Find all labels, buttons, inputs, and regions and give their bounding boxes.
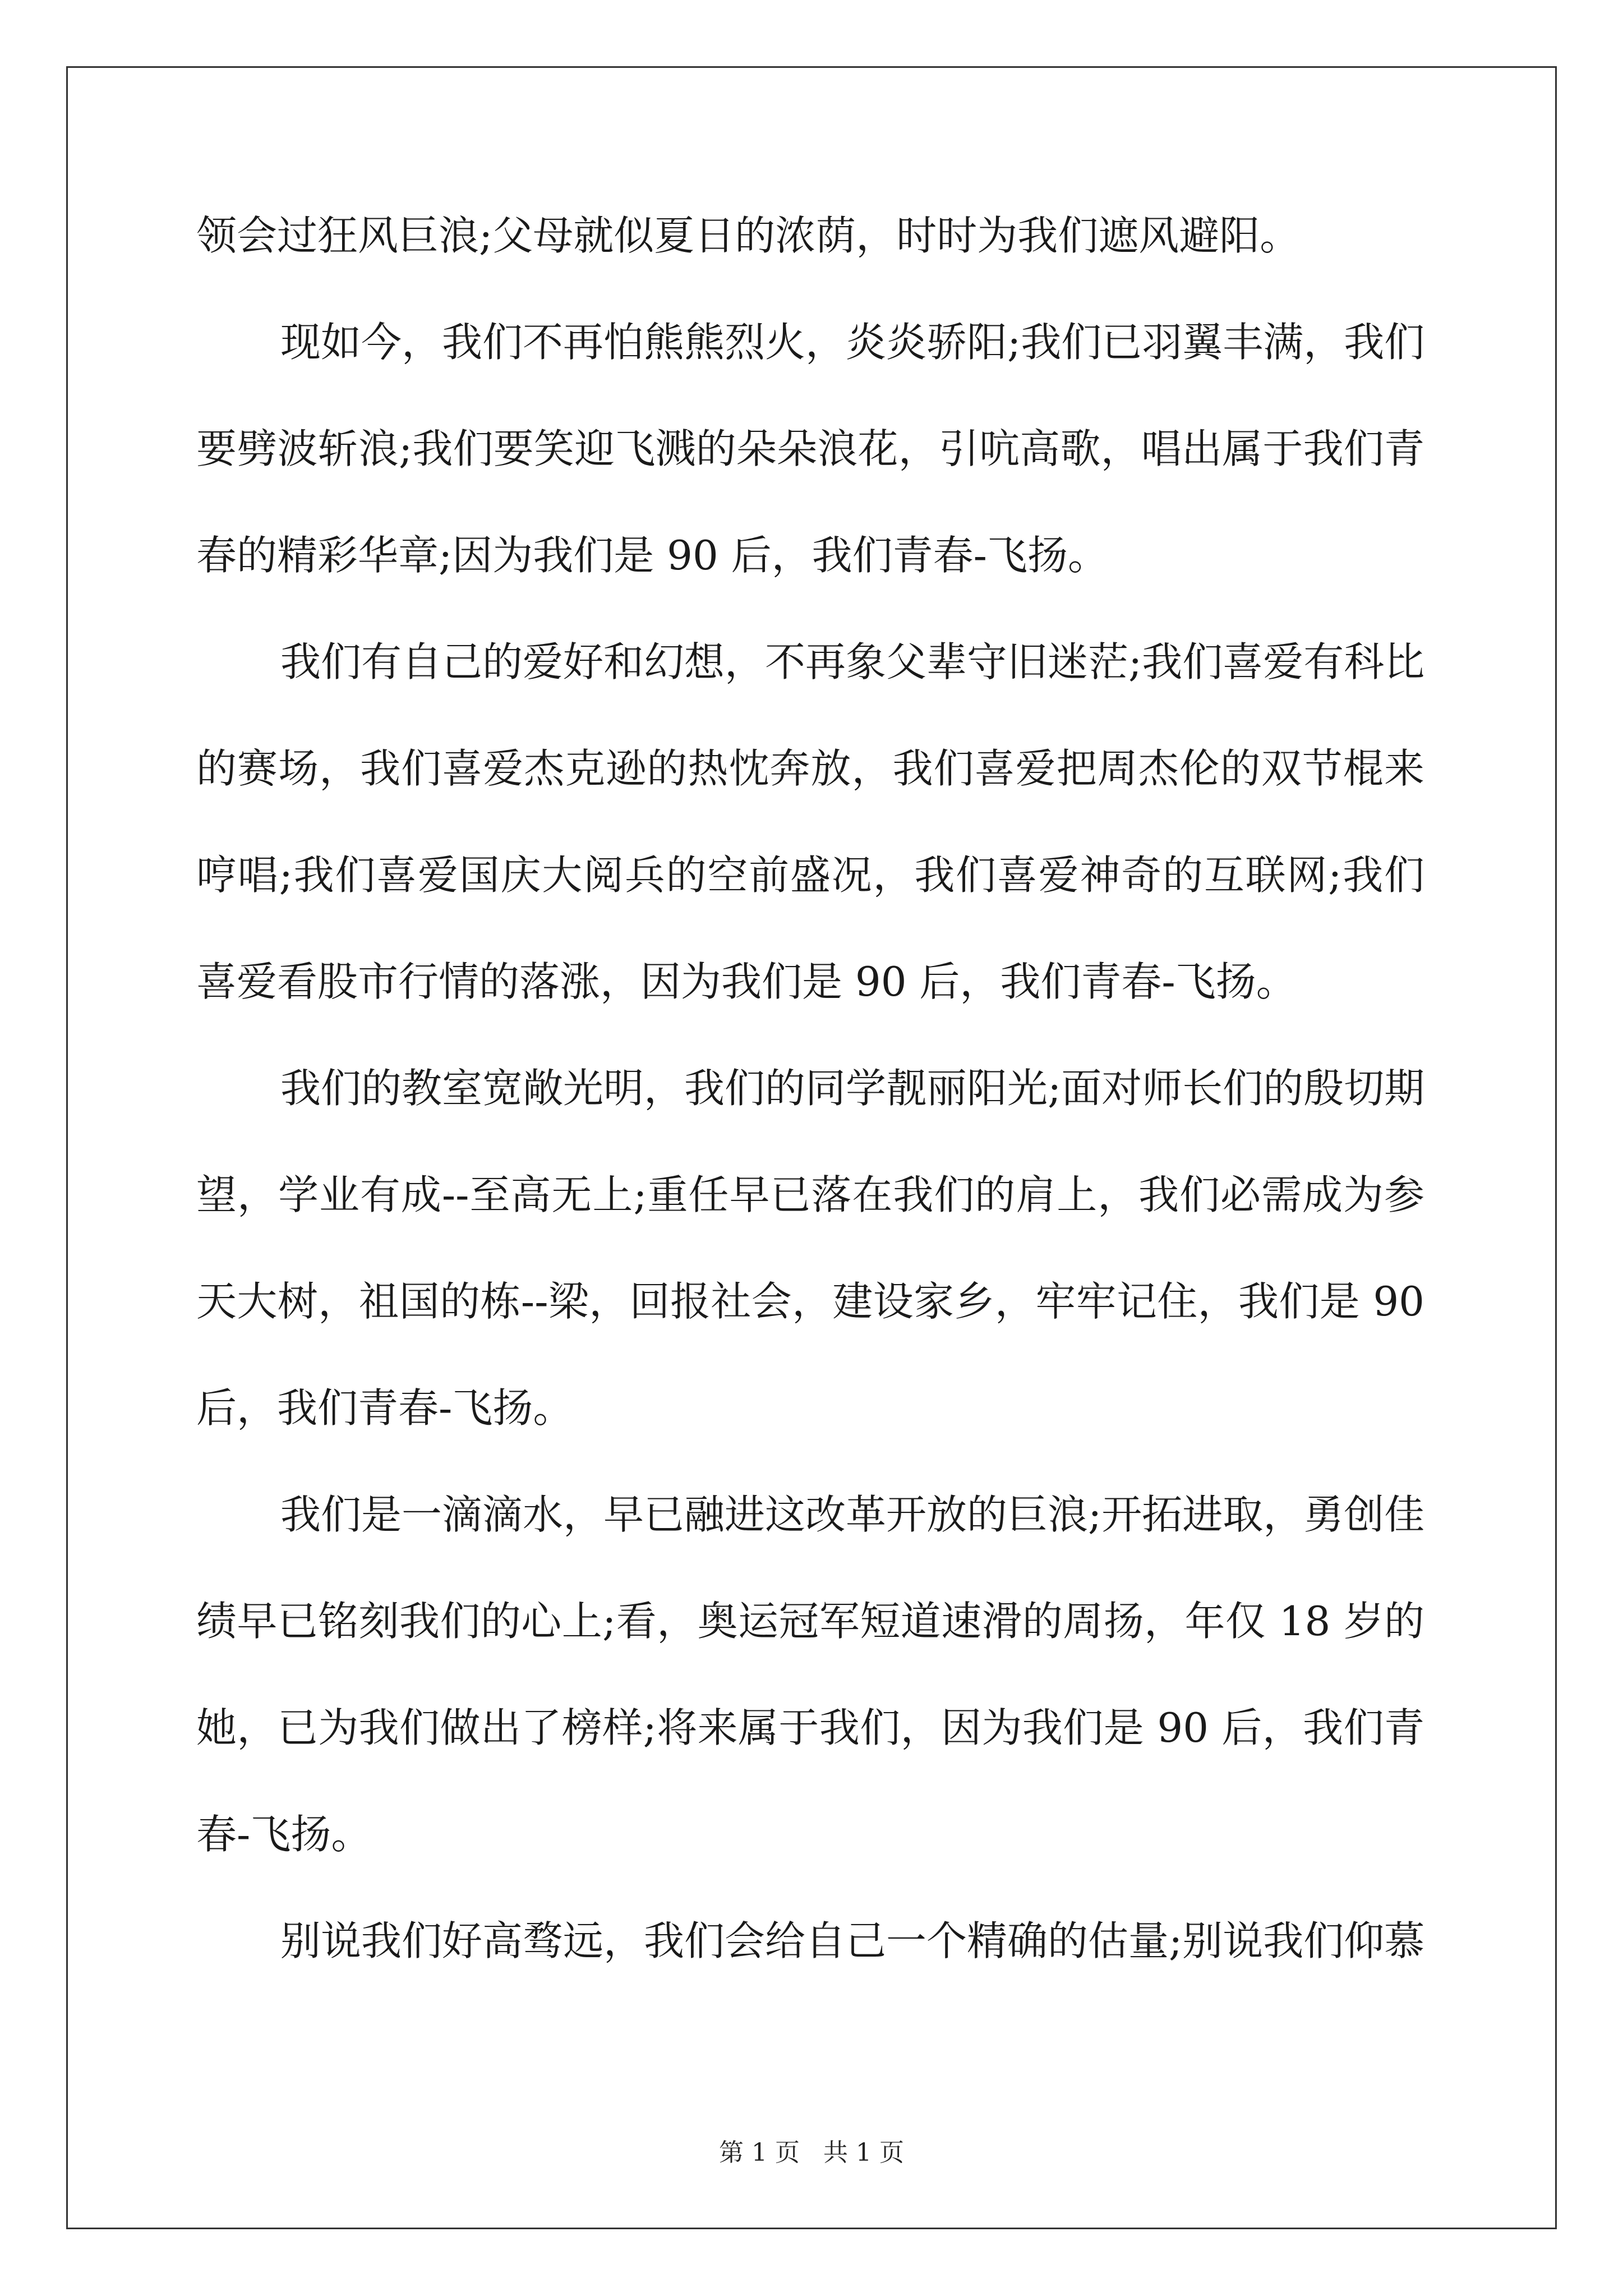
text-line: 要劈波斩浪;我们要笑迎飞溅的朵朵浪花，引吭高歌，唱出属于我们青 bbox=[196, 425, 1424, 472]
text-line: 春-飞扬。 bbox=[196, 1811, 372, 1858]
text-line: 的赛场，我们喜爱杰克逊的热忱奔放，我们喜爱把周杰伦的双节棍来 bbox=[196, 745, 1424, 792]
text-line: 哼唱;我们喜爱国庆大阅兵的空前盛况，我们喜爱神奇的互联网;我们 bbox=[196, 852, 1424, 899]
text-line: 天大树，祖国的栋--梁，回报社会，建设家乡，牢牢记住，我们是 90 bbox=[196, 1278, 1424, 1325]
text-line: 我们是一滴滴水，早已融进这改革开放的巨浪;开拓进取，勇创佳 bbox=[280, 1491, 1425, 1538]
text-line: 我们有自己的爱好和幻想，不再象父辈守旧迷茫;我们喜爱有科比 bbox=[280, 638, 1425, 685]
document-body bbox=[196, 205, 1424, 2017]
text-line: 她，已为我们做出了榜样;将来属于我们，因为我们是 90 后，我们青 bbox=[196, 1704, 1424, 1751]
page-count: 共 1 页 bbox=[823, 2138, 904, 2167]
text-line: 我们的教室宽敞光明，我们的同学靓丽阳光;面对师长们的殷切期 bbox=[280, 1065, 1425, 1112]
text-line: 绩早已铭刻我们的心上;看，奥运冠军短道速滑的周扬，年仅 18 岁的 bbox=[196, 1598, 1424, 1645]
text-line: 现如今，我们不再怕熊熊烈火，炎炎骄阳;我们已羽翼丰满，我们 bbox=[280, 319, 1425, 366]
text-line: 领会过狂风巨浪;父母就似夏日的浓荫，时时为我们遮风避阳。 bbox=[196, 212, 1301, 259]
text-line: 望，学业有成--至高无上;重任早已落在我们的肩上，我们必需成为参 bbox=[196, 1171, 1424, 1218]
page-footer bbox=[0, 2136, 1623, 2170]
text-line: 喜爱看股市行情的落涨，因为我们是 90 后，我们青春-飞扬。 bbox=[196, 958, 1297, 1005]
text-line: 春的精彩华章;因为我们是 90 后，我们青春-飞扬。 bbox=[196, 532, 1108, 579]
text-line: 后，我们青春-飞扬。 bbox=[196, 1384, 574, 1432]
text-line: 别说我们好高骛远，我们会给自己一个精确的估量;别说我们仰慕 bbox=[280, 1917, 1425, 1964]
page-number: 第 1 页 bbox=[719, 2138, 800, 2167]
